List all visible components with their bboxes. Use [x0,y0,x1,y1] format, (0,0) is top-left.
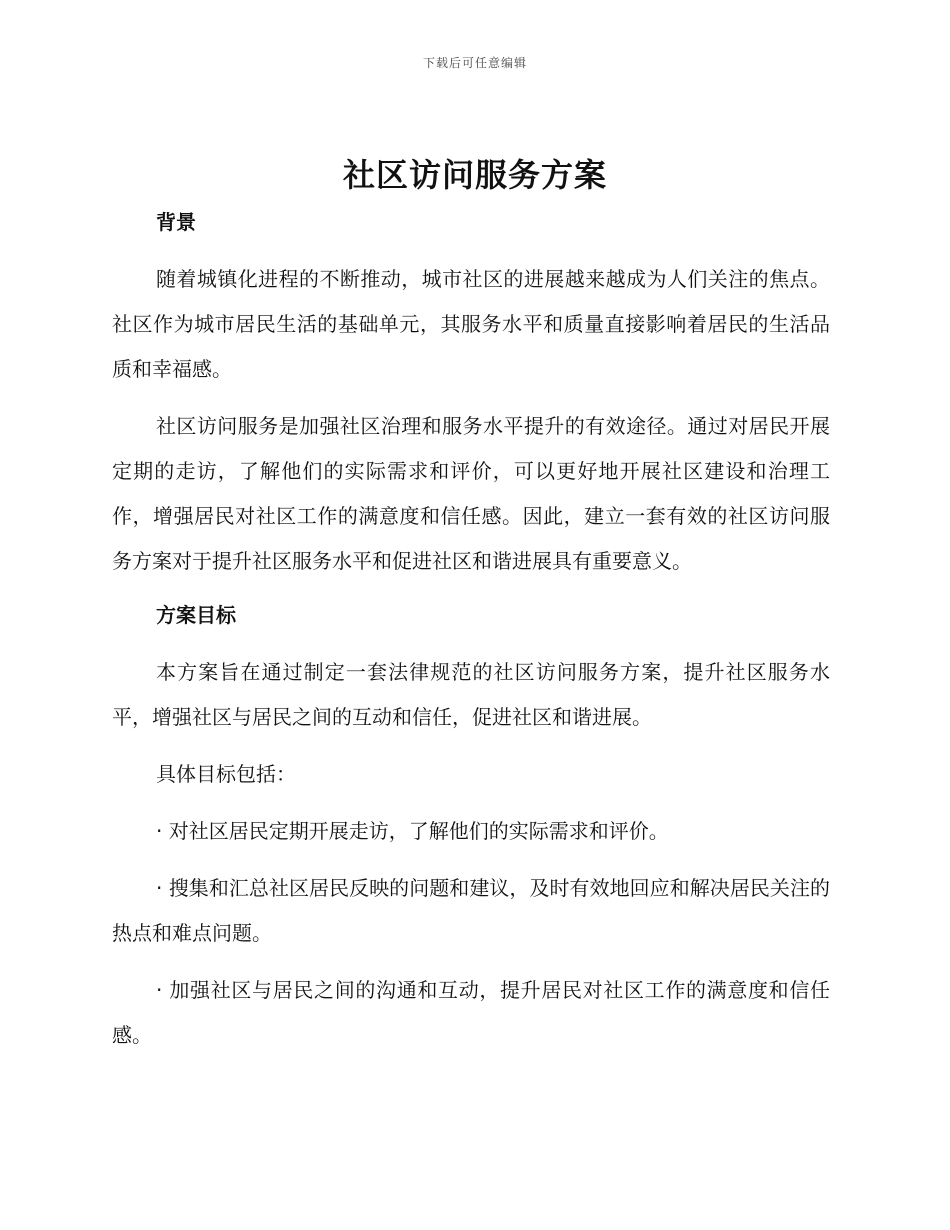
paragraph: 本方案旨在通过制定一套法律规范的社区访问服务方案，提升社区服务水平，增强社区与居民之间的互动和信任，促进社区和谐进展。 [112,660,830,729]
paragraph: 社区访问服务是加强社区治理和服务水平提升的有效途径。通过对居民开展定期的走访，了解他们的实际需求和评价，可以更好地开展社区建设和治理工作，增强居民对社区工作的满意度和信任感。因此，建立一套有效的社区访问服务方案对于提升社区服务水平和促进社区和谐进展具有重要意义。 [112,414,830,573]
bullet-item: · 加强社区与居民之间的沟通和互动，提升居民对社区工作的满意度和信任感。 [112,978,830,1047]
section-heading-background: 背景 [156,210,196,234]
paragraph: 随着城镇化进程的不断推动，城市社区的进展越来越成为人们关注的焦点。社区作为城市居民生活的基础单元，其服务水平和质量直接影响着居民的生活品质和幸福感。 [112,267,830,381]
section-heading-goals: 方案目标 [156,603,236,627]
document-title: 社区访问服务方案 [342,156,607,194]
document-body [112,203,830,1070]
bullet-item: · 对社区居民定期开展走访，了解他们的实际需求和评价。 [156,819,669,843]
bullet-item: · 搜集和汇总社区居民反映的问题和建议，及时有效地回应和解决居民关注的热点和难点问题。 [112,876,830,945]
page-header-note: 下载后可任意编辑 [422,56,527,70]
paragraph: 具体目标包括： [156,762,296,786]
